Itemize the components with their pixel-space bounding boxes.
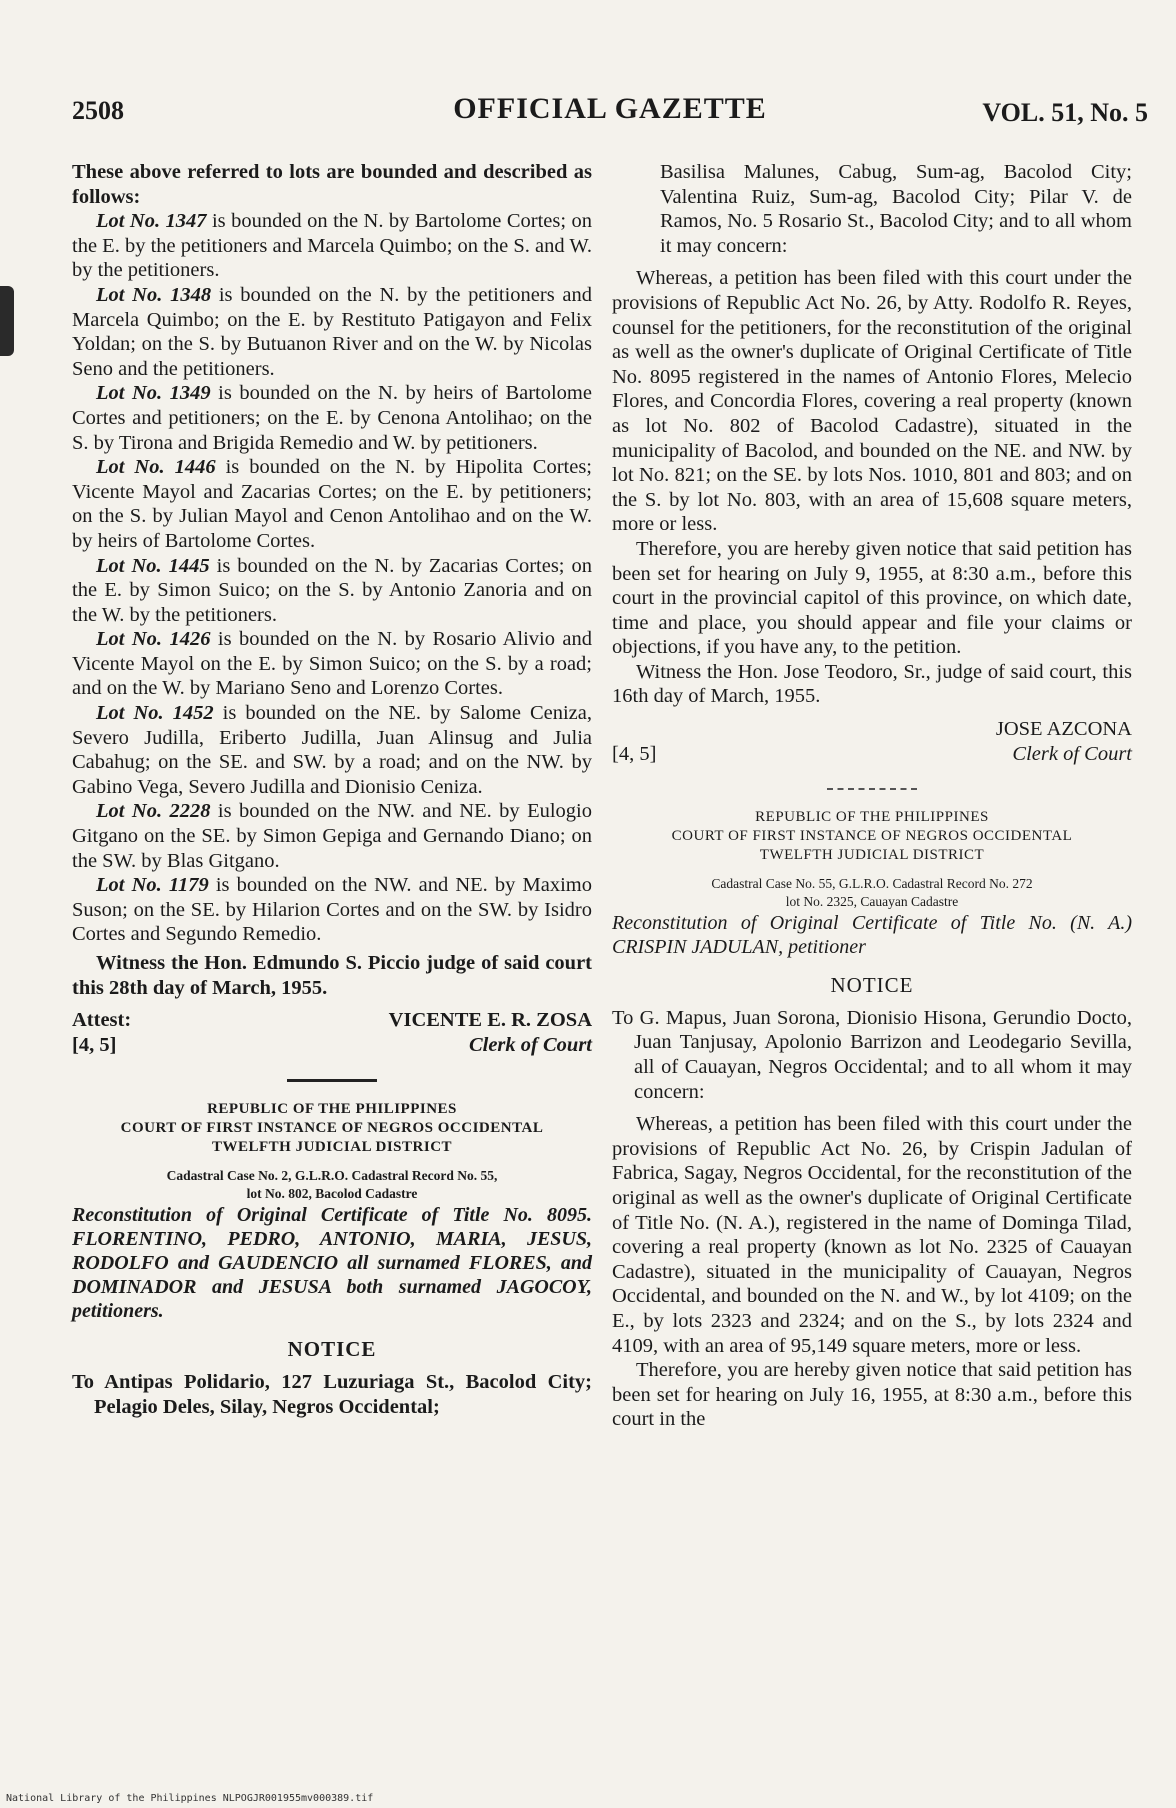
reconstitution-caption: Reconstitution of Original Certificate of Title No. (N. A.) CRISPIN JADULAN, petitioner: [612, 912, 1132, 959]
scan-artifact: [0, 286, 14, 356]
lot-paragraph: [72, 381, 592, 455]
lot-paragraph: [72, 701, 592, 799]
notice-addressees: To Antipas Polidario, 127 Luzuriaga St., Bacolod City; Pelagio Deles, Silay, Negros Occidental;: [72, 1370, 592, 1418]
lot-number: Lot No. 1347: [96, 210, 207, 233]
notice-heading: NOTICE: [830, 973, 914, 998]
court-heading: [612, 808, 1132, 865]
court-line: COURT OF FIRST INSTANCE OF NEGROS OCCIDENTAL: [120, 1120, 544, 1137]
notice-heading: NOTICE: [287, 1337, 377, 1362]
lot-number: Lot No. 1179: [96, 874, 209, 897]
clerk-title: Clerk of Court: [468, 1033, 592, 1056]
lot-number: Lot No. 1349: [96, 382, 211, 405]
lot-paragraph: [72, 627, 592, 701]
lot-paragraph: [72, 873, 592, 947]
lot-boundaries: is bounded on the N. by Hipolita Cortes; Vicente Mayol and Zacarias Cortes; on the E. by petitioners; on the S. by Julian Mayol and Cenon Antolihao and on the W. by heirs of Bartolome Cortes.: [72, 456, 592, 552]
volume-number: VOL. 51, No. 5: [982, 98, 1148, 127]
left-column: [72, 160, 592, 1419]
clerk-name: JOSE AZCONA: [995, 718, 1132, 741]
clerk-block: [996, 717, 1132, 766]
case-line: Cadastral Case No. 55, G.L.R.O. Cadastral Record No. 272: [711, 876, 1033, 892]
case-reference: [612, 875, 1132, 911]
court-line: COURT OF FIRST INSTANCE OF NEGROS OCCIDENTAL: [671, 828, 1073, 845]
page-header: [72, 92, 1148, 132]
lot-boundaries: is bounded on the N. by Rosario Alivio and Vicente Mayol on the E. by Simon Suico; on the S. by a road; and on the W. by Mariano Seno and Lorenzo Cortes.: [72, 628, 592, 700]
court-line: TWELFTH JUDICIAL DISTRICT: [211, 1139, 453, 1156]
scan-footer: National Library of the Philippines NLPOGJR001955mv000389.tif: [6, 1793, 374, 1804]
court-line: TWELFTH JUDICIAL DISTRICT: [759, 847, 985, 864]
lot-number: Lot No. 2228: [96, 800, 211, 823]
issue-ref: [4, 5]: [72, 1033, 117, 1056]
lot-boundaries: is bounded on the N. by Zacarias Cortes; on the E. by Simon Suico; on the S. by Antonio Zanoria and on the W. by the petitioners.: [72, 554, 592, 626]
clerk-name: VICENTE E. R. ZOSA: [388, 1009, 592, 1032]
court-heading: [72, 1100, 592, 1157]
court-line: REPUBLIC OF THE PHILIPPINES: [755, 809, 989, 826]
lot-list: [72, 209, 592, 947]
intro-paragraph: These above referred to lots are bounded and described as follows:: [72, 161, 592, 208]
lot-boundaries: is bounded on the N. by heirs of Bartolome Cortes and petitioners; on the E. by Cenona Antolihao; on the S. by Tirona and Brigida Remedio and W. by petitioners.: [72, 382, 592, 454]
notice-addressees-continued: Basilisa Malunes, Cabug, Sum-ag, Bacolod City; Valentina Ruiz, Sum-ag, Bacolod City; Pilar V. de Ramos, No. 5 Rosario St., Bacolod City; and to all whom it may concern:: [660, 161, 1132, 257]
witness-paragraph: Witness the Hon. Edmundo S. Piccio judge of said court this 28th day of March, 1955.: [72, 952, 592, 999]
lot-boundaries: is bounded on the NW. and NE. by Maximo Suson; on the SE. by Hilarion Cortes and on the SW. by Isidro Cortes and Segundo Remedio.: [72, 874, 592, 946]
issue-ref: [4, 5]: [612, 742, 657, 765]
therefore-paragraph: Therefore, you are hereby given notice that said petition has been set for hearing on July 9, 1955, at 8:30 a.m., before this court in the provincial capitol of this province, on which date, time and place, you should appear and file your claims or objections, if you have any, to the petition.: [612, 537, 1132, 659]
lot-paragraph: [72, 799, 592, 873]
lot-paragraph: [72, 554, 592, 628]
lot-number: Lot No. 1452: [96, 702, 214, 725]
lot-number: Lot No. 1426: [96, 628, 211, 651]
signature-block: [72, 1008, 592, 1057]
lot-boundaries: is bounded on the N. by the petitioners and Marcela Quimbo; on the E. by Restituto Patigayon and Felix Yoldan; on the S. by Butuanon River and on the W. by Nicolas Seno and the petitioners.: [72, 283, 592, 380]
case-reference: [72, 1167, 592, 1203]
case-line: lot No. 802, Bacolod Cadastre: [246, 1186, 418, 1202]
case-line: Cadastral Case No. 2, G.L.R.O. Cadastral Record No. 55,: [166, 1168, 498, 1184]
publication-title: OFFICIAL GAZETTE: [453, 92, 767, 125]
section-divider: [827, 788, 917, 790]
therefore-paragraph: Therefore, you are hereby given notice that said petition has been set for hearing on July 16, 1955, at 8:30 a.m., before this court in the: [612, 1359, 1132, 1431]
lot-number: Lot No. 1446: [96, 456, 216, 479]
section-divider: [287, 1079, 377, 1082]
witness-paragraph: Witness the Hon. Jose Teodoro, Sr., judge of said court, this 16th day of March, 1955.: [612, 660, 1132, 708]
notice-addressees: To G. Mapus, Juan Sorona, Dionisio Hisona, Gerundio Docto, Juan Tanjusay, Apolonio Barrizon and Leodegario Sevilla, all of Cauayan, Negros Occidental; and to all whom it may concern:: [612, 1006, 1132, 1103]
whereas-paragraph: Whereas, a petition has been filed with this court under the provisions of Republic Act No. 26, by Crispin Jadulan of Fabrica, Sagay, Negros Occidental, for the reconstitution of the original as well as the owner's duplicate of Original Certificate of Title No. (N. A.), registered in the name of Dominga Tilad, covering a real property (known as lot No. 2325 of Cauayan Cadastre), situated in the municipality of Cauayan, Negros Occidental, and bounded on the N. and W., by lot 4109; on the E., by lots 2323 and 2324; and on the S., by lots 2324 and 4109, with an area of 95,149 square meters, more or less.: [612, 1113, 1132, 1357]
signature-block: [612, 717, 1132, 766]
page-number: 2508: [72, 96, 124, 125]
lot-number: Lot No. 1445: [96, 554, 210, 577]
attest-block: [72, 1008, 131, 1057]
clerk-title: Clerk of Court: [1012, 742, 1132, 765]
right-column: [612, 160, 1132, 1432]
court-line: REPUBLIC OF THE PHILIPPINES: [207, 1101, 457, 1118]
lot-paragraph: [72, 455, 592, 553]
lot-paragraph: [72, 209, 592, 283]
lot-boundaries: is bounded on the N. by Bartolome Cortes; on the E. by the petitioners and Marcela Quimbo; on the S. and W. by the petitioners.: [72, 210, 592, 282]
whereas-paragraph: Whereas, a petition has been filed with this court under the provisions of Republic Act No. 26, by Atty. Rodolfo R. Reyes, counsel for the petitioners, for the reconstitution of the original as well as the owner's duplicate of Original Certificate of Title No. 8095 registered in the names of Antonio Flores, Melecio Flores, and Concordia Flores, covering a real property (known as lot No. 802 of Bacolod Cadastre), situated in the municipality of Bacolod, and bounded on the NE. and NW. by lot No. 821; on the SE. by lots Nos. 1010, 801 and 803; and on the S. by lot No. 803, with an area of 15,608 square meters, more or less.: [612, 267, 1132, 536]
clerk-block: [389, 1008, 592, 1057]
lot-boundaries: is bounded on the NW. and NE. by Eulogio Gitgano on the SE. by Simon Gepiga and Gernando Diano; on the SW. by Blas Gitgano.: [72, 800, 592, 872]
lot-paragraph: [72, 283, 592, 381]
lot-boundaries: is bounded on the NE. by Salome Ceniza, Severo Judilla, Eriberto Judilla, Juan Alinsug and Julia Cabahug; on the SE. and SW. by a road; and on the NW. by Gabino Vega, Severo Judilla and Dionisio Ceniza.: [72, 702, 592, 798]
reconstitution-caption: Reconstitution of Original Certificate of Title No. 8095. FLORENTINO, PEDRO, ANTONIO, MARIA, JESUS, RODOLFO and GAUDENCIO all surnamed FLORES, and DOMINADOR and JESUSA both surnamed JAGOCOY, petitioners.: [72, 1204, 592, 1323]
case-line: lot No. 2325, Cauayan Cadastre: [785, 894, 959, 910]
attest-label: Attest:: [72, 1009, 132, 1032]
lot-number: Lot No. 1348: [96, 283, 212, 306]
